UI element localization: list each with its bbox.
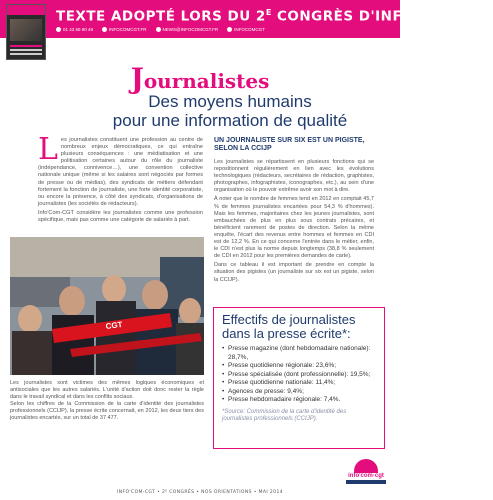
stats-item: • Agences de presse: 9,4%; <box>222 388 376 397</box>
dropcap-letter: L <box>38 132 58 167</box>
right-paragraph-3: Dans ce tableau il est important de prendre en compte la situation des pigistes (un journaliste sur six est un pigiste, selon la CCIJP). <box>214 262 374 283</box>
contact-phone[interactable] <box>56 27 93 32</box>
caption-paragraph-1: Les journalistes sont victimes des mêmes logiques économiques et antisociales que les autres salariés. L'unité d'action doit donc rester la règle dans le travail syndical et dans les conflits sociaux. <box>10 380 204 400</box>
logo-text: info'com·cgt <box>348 473 384 479</box>
section-title-initial: J <box>130 62 144 95</box>
article-subtitle <box>80 92 380 130</box>
mail-icon <box>156 27 161 32</box>
contact-website-text: INFOCOMCGT.FR <box>109 27 147 32</box>
globe-icon <box>102 27 107 32</box>
stats-item: • Presse hebdomadaire régionale: 7,4%. <box>222 396 376 405</box>
cover-banner <box>7 5 45 15</box>
right-column-heading: UN JOURNALISTE SUR SIX EST UN PIGISTE, SELON LA CCIJP <box>214 137 365 152</box>
subtitle-line-1: Des moyens humains <box>148 92 312 111</box>
header-title <box>56 8 493 25</box>
stats-source: *Source: Commission de la carte d'identité des journalistes professionnels (CCIJP). <box>222 408 347 422</box>
contact-website[interactable] <box>102 27 147 32</box>
right-paragraph-1: Les journalistes se répartissent en plusieurs fonctions qui se repositionnent régulièrement en lien avec les évolutions technologiques (rédacteurs, secrétaires de rédaction, graphistes, photographes, infographistes, iconographes, etc.), au sein d'une organisation où le pouvoir extrême avoir son mot à dire. <box>214 159 374 194</box>
stats-title <box>222 313 376 341</box>
contact-email[interactable] <box>156 27 219 32</box>
contact-social[interactable] <box>227 27 265 32</box>
contact-email-text: NEWS@INFOCOMCGT.FR <box>162 27 219 32</box>
stats-item: • Presse spécialisée (dont professionnelle): 19,5%; <box>222 371 376 380</box>
magazine-cover-thumbnail <box>6 4 46 60</box>
banner-text: CGT <box>105 319 124 331</box>
header-contacts <box>56 27 265 32</box>
contact-social-text: INFOCOMCGT <box>234 27 265 32</box>
left-paragraph-1 <box>38 132 203 208</box>
phone-icon <box>56 27 61 32</box>
stats-item: • Presse quotidienne régionale: 23,6%; <box>222 362 376 371</box>
caption-paragraph-2: Selon les chiffres de la Commission de la carte d'identité des journalistes professionnels (CCIJP), la presse écrite concernait, en 2012, les deux tiers des journalistes encartés, sur un total de 37 477. <box>10 401 204 421</box>
right-paragraph-2: À noter que le nombre de femmes tend en 2012 en comptait 45,7 % de femmes journalistes encartées pour 54,3 % d'hommes). Mais les femmes, majoritaires chez les jeunes journalistes, sont embauchées de plus en plus sous contrats précaires, et bénéficient rarement de postes de direction. Selon la même enquête, l'écart des revenus entre hommes et femmes en CDI est de 12,2 %. En ce qui concerne l'entrée dans le métier, enfin, le CDI n'est plus la norme depuis longtemps (38,8 % seulement de CDI en 2012 pour les premières demandes de carte). <box>214 196 374 260</box>
header-title-post: CONGRÈS D'INFO'COM-CGT <box>271 8 493 25</box>
stats-title-line-2: dans la presse écrite*: <box>222 326 351 341</box>
cover-text-lines <box>10 45 42 47</box>
logo-arc <box>354 459 378 473</box>
stats-item: • Presse quotidienne nationale: 11,4%; <box>222 379 376 388</box>
logo-underline <box>346 480 386 484</box>
stats-item: • Presse magazine (dont hebdomadaire nationale): 28,7%, <box>222 345 376 362</box>
subtitle-line-2: pour une information de qualité <box>112 111 348 130</box>
header-title-pre: TEXTE ADOPTÉ LORS DU 2 <box>56 8 266 25</box>
protest-photo <box>10 237 204 375</box>
left-paragraph-1-text: es journalistes constituent une profession au centre de nombreux enjeux démocratiques, ce qui entraîne plusieurs conséquences : une médiatisation et une politisation certaines autour du rôle du journaliste (indépendance, connivence…), une convention collective nationale unique (même si les salaires sont négociés par formes de presse ou de médias), des syndicats de métiers défendant fortement la fonction de journaliste, une forte identité corporatiste, ou encore la présence, à côté des syndicats, d'organisations de journalistes (les sociétés de rédacteurs). <box>38 137 203 207</box>
infocom-cgt-logo <box>346 459 386 487</box>
twitter-icon <box>227 27 232 32</box>
stats-box <box>213 307 385 449</box>
section-title-rest: ournalistes <box>143 69 270 93</box>
stats-list <box>222 345 376 405</box>
stats-title-line-1: Effectifs de journalistes <box>222 312 356 327</box>
left-column-text <box>38 132 203 226</box>
section-title <box>0 62 400 95</box>
right-column-text <box>214 137 374 286</box>
header-title-sup: E <box>265 8 272 17</box>
photo-caption <box>10 380 204 422</box>
left-paragraph-2: Info'Com-CGT considère les journalistes comme une profession spécifique, mais pas comme une catégorie de salariés à part. <box>38 209 203 224</box>
protest-photo-illustration <box>10 237 204 375</box>
contact-phone-text: 01 43 59 90 49 <box>63 27 94 32</box>
page-footer: INFO'COM-CGT • 2ᴱ CONGRÈS • NOS ORIENTATIONS • MAI 2014 <box>116 490 283 495</box>
cover-photo <box>10 19 42 41</box>
